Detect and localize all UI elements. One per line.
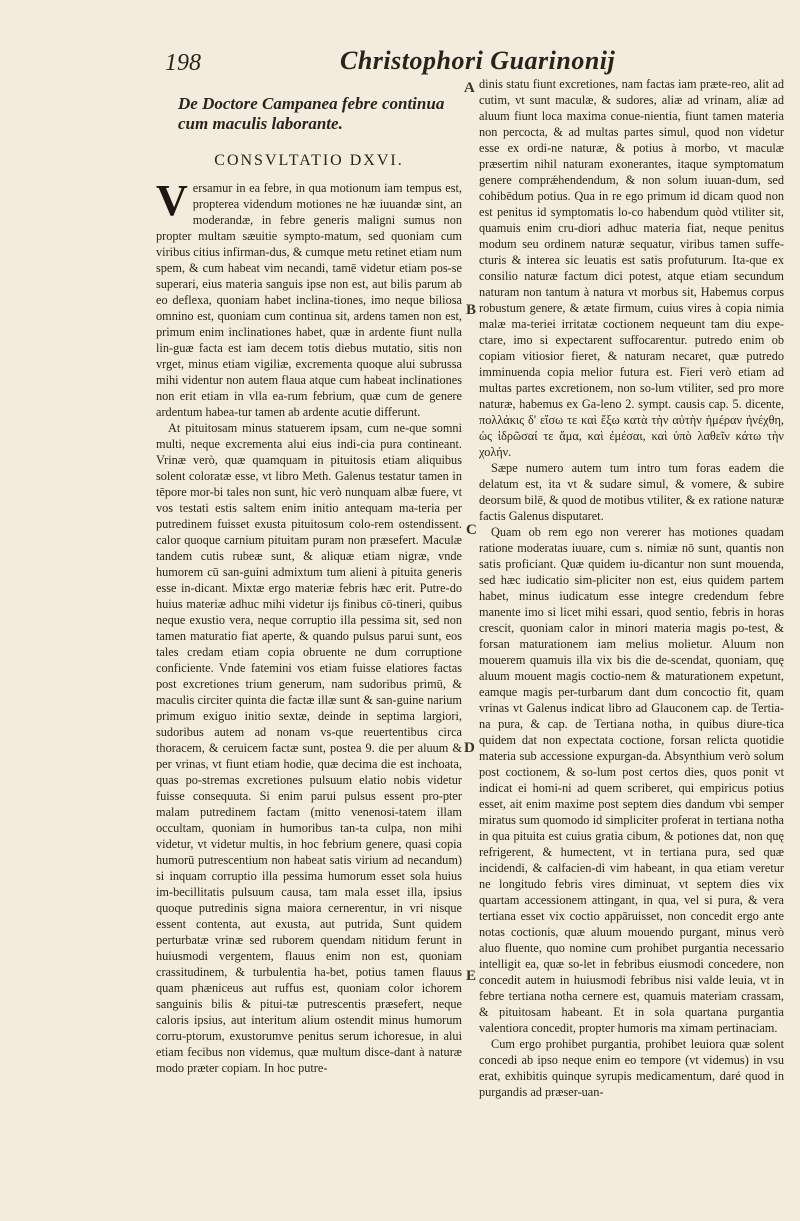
right-column xyxy=(479,76,784,1100)
right-column-text xyxy=(479,76,784,1100)
section-heading: De Doctore Campanea febre continua cum maculis laborante. xyxy=(178,94,445,133)
margin-letter-d: D xyxy=(464,740,475,756)
left-column-text xyxy=(156,176,462,1076)
paragraph: Quam ob rem ego non vererer has motiones quadam ratione moderatas iuuare, cum s. nimiæ nō sunt, quantis non satis proficiant. Quæ quidem iu-dicantur non sunt mouenda, sed hæc iudicatio sim-pliciter non est, eius quidem partem habet, minus iudicatum esse integre credendum febre manente imo si licet mihi essari, quod sentio, febris in horas crescit, quoniam calor in minori materia magis po-test, & forsan maturationem iam melius molietur. Aluum non mouerem quamuis illa vix bis die de-scendat, quoniam, quę aluum mouent magis coctio-nem & maturationem expetunt, eamque magis per-turbarum dant dum concoctio fit, quam vrinas vt Galenus indicat libro ad Glauconem cap. de Tertia-na pura, & cap. de Tertiana notha, in quibus diure-tica quidem dat non expectata coctione, forsan relicta quotidie materia sub accessione expurgan-da. Absynthium verò solum post coctionem, & so-lum post certos dies, quos ponit vt indicat ei homi-ni ad quem scriberet, qui empiricus potius esset, ait enim maxime post septem dies dandum vbi semper miratus sum quomodo id simpliciter proferat in tertiana notha in qua pituita est cuius gratia cibum, & potiones dat, non quę refrigerent, & humectent, vt in tertiana pura, sed quæ incidendi, & calfacien-di vim habeant, in qua etiam veretur ne longitudo febris vires diminuat, vt septem dies vix quartam accessionem attingant, in qua, vel si pura, & vera tertiana esset vix coctio appāruisset, non concedit ergo ante notas coctionis, quæ aluum mouendo purgant, minus verò aluo fluente, quo nomine cum prohibet purgantia necessario intelligit ea, quæ so-let in febribus eiusmodi concedere, non concedit autem in huiusmodi febribus nisi valde leuia, vt in febre tertiana notha cernere est, quamuis materiam crassam, & pituitosam habeant. Et in sola quartana purgantia valentiora concedit, propter humoris ma ximam pertinaciam. xyxy=(479,525,784,1035)
margin-letter-a: A xyxy=(464,80,475,96)
margin-letter-e: E xyxy=(466,968,477,984)
paragraph-text: ersamur in ea febre, in qua motionum iam tempus est, propterea videndum motiones ne hæ iuuandæ sint, an moderandæ, in febre generis maligni sumus non propter multam sæuitie sympto-matum, sed quoniam cum viribus citius infirman-dus, & cumque metu retinet etiam num spem, & cum habeat vim necandi, tamē videtur etiam pos-se superari, eius materia sanguis ipse non est, aut bilis parum ab eo deflexa, quoniam habet inclina-tiones, imo neque biliosa omnino est, quoniam cum continua sit, ardens tamen non est, primum enim inclinationes habet, quæ in ardente fiunt nulla lin-guæ facta est iam decem totis diebus mutatio, sitis non vrget, minus etiam vigiliæ, excrementa quoque alui subrussa mihi videntur non autem flaua atque cum habeat inclinationes non erit etiam in vlla ea-rum febrium, quæ cum de genere ardentum habea-tur tamen ab ardente acutie differunt. xyxy=(156,181,462,419)
running-title: Christophori Guarinonij xyxy=(340,46,616,75)
paragraph: dinis statu fiunt excretiones, nam factas iam præte-reo, alit ad cutim, vt sunt maculæ, & sudores, aliæ ad vrinam, aliæ ad aluum fiunt loca maxima conue-nientia, fiunt tamen materia non percocta, & ad multas partes simul, quod non videtur esse ex ordi-ne naturæ, & potius à morbo, vt maculæ præsertim nihil naturam exonerantes, itaque symptomatum genere comprǽhendendum, & non solum iuuan-dum, sed cohibēdum potius. Qua in re ego primum id dicam quod non est penitus id symptomatis lo-co habendum quòd vtiliter sit, quamuis enim cru-diori adhuc materia fiat, neque penitus modum seu ordinem naturæ sequatur, viribus tamen suffe-cturis & interea sic leuatis est satis profuturum. Ita-que ex consilio naturæ factum dici potest, atque etiam secundum naturam non tantum à natura vt morbus sit, Habemus corpus robustum genere, & ætate firmum, cuius vires à copia nimia malæ ma-teriei irritatæ coctionem nequeunt tam diu expe-ctare, imo si expectarent suffocarentur. putredo enim ob copiam vitiosior fieret, & naturam necaret, quæ putredo imminuenda copia melior futura est. Fieri verò etiam ad multas partes excretionem, non so-lum vtiliter, sed pro more naturæ, habemus ex Ga-leno 2. sympt. causis cap. 5. dicente, πολλάκις δ' εἴσω τε καὶ ἔξω κατὰ τὴν αὐτὴν ἡμέραν ἠνέχθη, ὡς ἱδρῶσαί τε ἅμα, καὶ ἐμέσαι, καὶ ὑπὸ λαθεῖν κάτω τὴν χολήν. xyxy=(479,77,784,459)
paragraph xyxy=(156,176,462,420)
paragraph: At pituitosam minus statuerem ipsam, cum ne-que somni multi, neque excrementa alui eius indi-cia pura contineant. Vrinæ verò, quæ quamquam in pituitosis etiam aliquibus solent coloratæ esse, vt libro Meth. Galenus testatur tamen in tēpore mor-bi tales non sunt, hic verò nunquam albæ fuere, vt vos testati estis saltem enim initio antequam ma-teria per putredinem fuisset exusta pituitosum colo-rem ostendissent. calor quoque carnium pituitam puram non præsefert. Maculæ tandem cutis rubeæ sunt, & aliquæ etiam nigræ, vnde humorem cū san-guini admixtum tum alieni à pituita generis esse in-dicant. Mixtæ ergo materiæ febris hæc erit. Putre-do huius materiæ adhuc mihi videtur ijs finibus cō-tineri, quibus neque exustio vera, neque corruptio illa pessima sit, sed non tamen maturatio fiat aperte, & quando pulsus parui sunt, eos tales credam etiam copia obruente ne dum corruptione conficiente. Vnde fatemini vos etiam fuisse elatiores factas post excretiones trium generum, nam sudoribus primū, & maculis circiter quinta die factæ illæ sunt & san-guine narium primum exiguo initio sextæ, deinde in septima largiori, sudoribus autem ad nonam vs-que reuertentibus circa thoracem, & ceruicem factæ sunt, postea 9. die per aluum & per vrinas, vt fiunt etiam hodie, quæ decima die est inchoata, quas po-stremas excretiones pulsuum elatio nobis videtur fuisse consequuta. Si enim parui pulsus essent pro-pter malam putredinem factam (mitto venenosi-tatem illam occultam, quoniam in humoribus tan-ta culpa, non mihi videtur, vt videtur multis, in hoc febrium genere, quasi copia humorū putrescentium non habeat satis virium ad necandum) si inquam corruptio illa pessima humorum esset sola huius im-becillitatis pulsuum causa, tam mala esset illa, ipsius quoque putredinis signa maiora cernerentur, in vri nisque essent contenta, aut exusta, aut putrida, Sunt quidem perturbatæ vrinæ sed ruborem quendam nitidum ferunt in huiusmodi vergentem, flauus enim non est, quoniam crassitudinem, & turbulentia ha-bet, potius tamen flauus quam phæniceus aut ruffus est, quoniam color ichorem sanguinis bilis & pitui-tæ putrescentis præsefert, neque caloris ipsius, aut interitum alium ostendit minus humorum corru-ptorum, exustorumve penitus serum ichoresue, in alui etiam fecibus non videmus, quæ multum disce-dant à naturæ modo præter copiam. In hoc putre- xyxy=(156,421,462,1075)
margin-letter-c: C xyxy=(466,522,477,538)
paragraph: Cum ergo prohibet purgantia, prohibet leuiora quæ solent concedi ab ipso neque enim eo tempore (vt videmus) in vsu erat, exhibitis quinque syrupis medicamentum, daré quod in purgandis ad præser-uan- xyxy=(479,1037,784,1099)
margin-letter-b: B xyxy=(466,302,477,318)
paragraph: Sæpe numero autem tum intro tum foras eadem die delatum est, ita vt & sudare simul, & vomere, & subire deorsum bilē, & quod de motibus vtiliter, & ex ratione naturæ factis Galenus disputaret. xyxy=(479,461,784,523)
page-number: 198 xyxy=(165,50,201,76)
drop-cap: V xyxy=(156,176,188,225)
consultation-title: CONSVLTATIO DXVI. xyxy=(214,152,404,169)
left-column xyxy=(156,94,462,1076)
